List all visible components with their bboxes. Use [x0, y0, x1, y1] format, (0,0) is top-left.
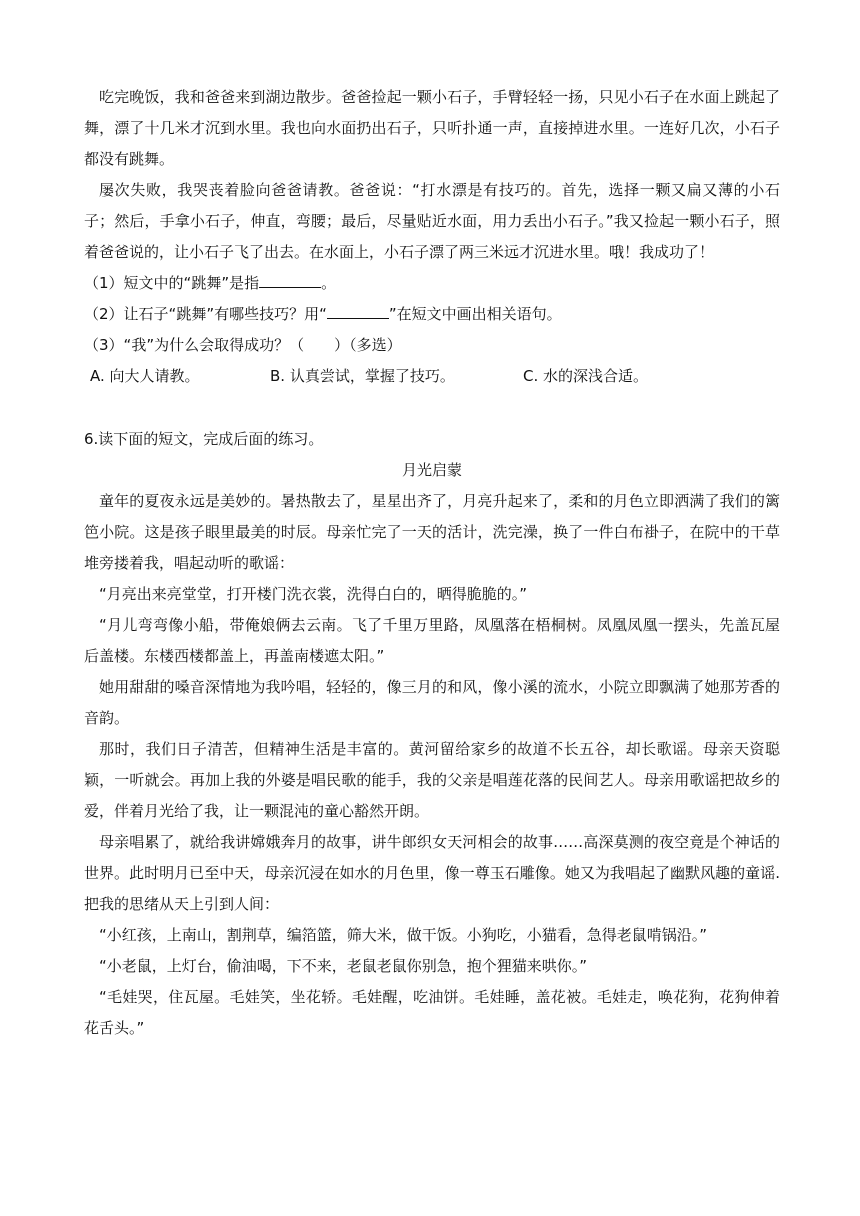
section6-para-4: 她用甜甜的嗓音深情地为我吟唱，轻轻的，像三月的和风，像小溪的流水，小院立即飘满了她那芳香的音韵。	[84, 678, 780, 727]
underline-sample	[327, 304, 389, 319]
answer-blank-1[interactable]	[259, 273, 321, 288]
question-2	[84, 299, 780, 330]
question-1	[84, 268, 780, 299]
choice-b[interactable]: B. 认真尝试，掌握了技巧。	[270, 367, 455, 385]
document-page	[84, 82, 780, 1044]
section6-para-1: 童年的夏夜永远是美妙的。暑热散去了，星星出齐了，月亮升起来了，柔和的月色立即洒满了我们的篱笆小院。这是孩子眼里最美的时辰。母亲忙完了一天的活计，洗完澡，换了一件白布褂子，在院中的干草堆旁搂着我，唱起动听的歌谣：	[84, 492, 780, 572]
passage1-para2: 屡次失败，我哭丧着脸向爸爸请教。爸爸说：“打水漂是有技巧的。首先，选择一颗又扁又薄的小石子；然后，手拿小石子，伸直，弯腰；最后，尽量贴近水面，用力丢出小石子。”我又捡起一颗小石子，照着爸爸说的，让小石子飞了出去。在水面上，小石子漂了两三米远才沉进水里。哦！我成功了！	[84, 181, 780, 261]
section6-para-5: 那时，我们日子清苦，但精神生活是丰富的。黄河留给家乡的故道不长五谷，却长歌谣。母亲天资聪颖，一听就会。再加上我的外婆是唱民歌的能手，我的父亲是唱莲花落的民间艺人。母亲用歌谣把故乡的爱，伴着月光给了我，让一颗混沌的童心豁然开朗。	[84, 740, 780, 820]
passage1-para1: 吃完晚饭，我和爸爸来到湖边散步。爸爸捡起一颗小石子，手臂轻轻一扬，只见小石子在水面上跳起了舞，漂了十几米才沉到水里。我也向水面扔出石子，只听扑通一声，直接掉进水里。一连好几次，小石子都没有跳舞。	[84, 88, 780, 168]
question-2-end: ”在短文中画出相关语句。	[388, 305, 562, 323]
choice-c[interactable]: C. 水的深浅合适。	[523, 367, 649, 385]
section6-para-2: “月亮出来亮堂堂，打开楼门洗衣裳，洗得白白的，晒得脆脆的。”	[99, 585, 528, 603]
passage-title: 月光启蒙	[401, 461, 462, 479]
question-2-text: （2）让石子“跳舞”有哪些技巧？用“	[84, 305, 327, 323]
section6-para-7: “小红孩，上南山，割荆草，编箔篮，筛大米，做干饭。小狗吃，小猫看，急得老鼠啃锅沿。”	[99, 926, 708, 944]
question-3: （3）“我”为什么会取得成功？（ ）（多选）	[84, 336, 402, 354]
section6-para-3: “月儿弯弯像小船，带俺娘俩去云南。飞了千里万里路，凤凰落在梧桐树。凤凰凤凰一摆头，先盖瓦屋后盖楼。东楼西楼都盖上，再盖南楼遮太阳。”	[84, 616, 780, 665]
question-1-end: 。	[321, 274, 337, 292]
section-gap	[84, 392, 780, 424]
section6-para-8: “小老鼠，上灯台，偷油喝，下不来，老鼠老鼠你别急，抱个狸猫来哄你。”	[99, 957, 588, 975]
section6-instruction: 6.读下面的短文，完成后面的练习。	[84, 430, 324, 448]
question-3-choices	[84, 361, 780, 392]
question-1-text: （1）短文中的“跳舞”是指	[84, 274, 260, 292]
section6-para-9: “毛娃哭，住瓦屋。毛娃笑，坐花轿。毛娃醒，吃油饼。毛娃睡，盖花被。毛娃走，唤花狗，花狗伸着花舌头。”	[84, 988, 780, 1037]
choice-a[interactable]: A. 向大人请教。	[90, 367, 200, 385]
section6-para-6: 母亲唱累了，就给我讲嫦娥奔月的故事，讲牛郎织女天河相会的故事……高深莫测的夜空竟是个神话的世界。此时明月已至中天，母亲沉浸在如水的月色里，像一尊玉石雕像。她又为我唱起了幽默风趣的童谣.把我的思绪从天上引到人间：	[84, 833, 780, 913]
